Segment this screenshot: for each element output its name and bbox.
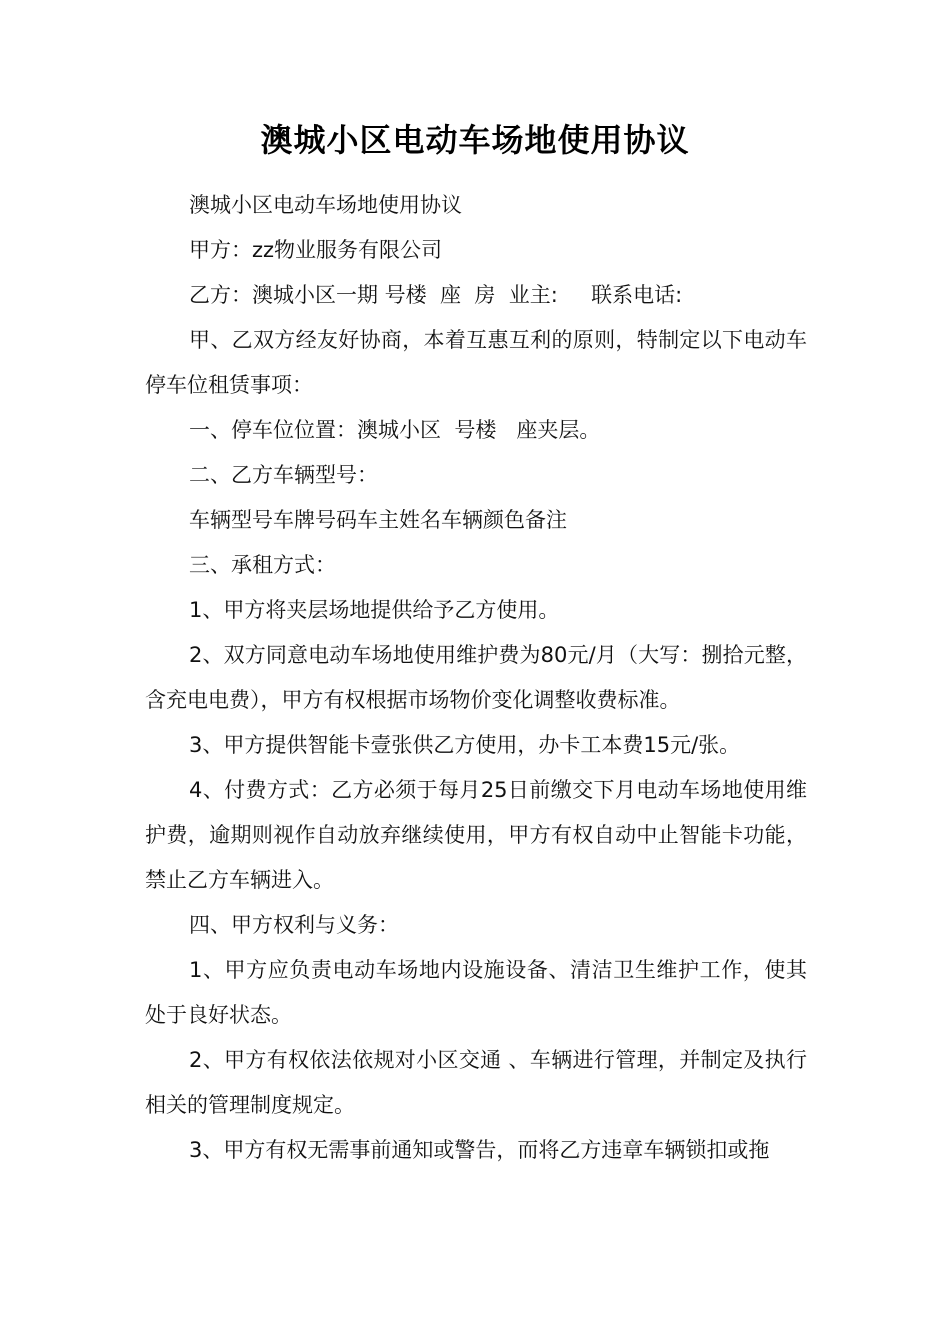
paragraph: 甲、乙双方经友好协商，本着互惠互利的原则，特制定以下电动车停车位租赁事项： xyxy=(145,328,807,397)
party-b-line: 乙方：澳城小区一期 号楼 座 房 业主: 联系电话: xyxy=(189,283,683,307)
section-heading: 四、甲方权利与义务： xyxy=(189,913,399,937)
list-item: 4、付费方式：乙方必须于每月25日前缴交下月电动车场地使用维护费，逾期则视作自动放弃继续使用，甲方有权自动中止智能卡功能，禁止乙方车辆进入。 xyxy=(145,778,807,892)
section-heading: 二、乙方车辆型号： xyxy=(189,463,378,487)
document-title: 澳城小区电动车场地使用协议 xyxy=(260,121,690,159)
document-body xyxy=(145,183,807,1173)
section-heading: 一、停车位位置：澳城小区 号楼 座夹层。 xyxy=(189,418,601,442)
paragraph: 澳城小区电动车场地使用协议 xyxy=(189,193,462,217)
list-item: 3、甲方有权无需事前通知或警告，而将乙方违章车辆锁扣或拖 xyxy=(189,1138,770,1162)
list-item: 2、双方同意电动车场地使用维护费为80元/月（大写：捌拾元整，含充电电费），甲方有权根据市场物价变化调整收费标准。 xyxy=(145,643,807,712)
list-item: 1、甲方应负责电动车场地内设施设备、清洁卫生维护工作，使其处于良好状态。 xyxy=(145,958,807,1027)
section-heading: 三、承租方式： xyxy=(189,553,336,577)
party-a-line: 甲方：zz物业服务有限公司 xyxy=(189,238,443,262)
list-item: 3、甲方提供智能卡壹张供乙方使用，办卡工本费15元/张。 xyxy=(189,733,741,757)
paragraph: 车辆型号车牌号码车主姓名车辆颜色备注 xyxy=(189,508,567,532)
list-item: 1、甲方将夹层场地提供给予乙方使用。 xyxy=(189,598,560,622)
list-item: 2、甲方有权依法依规对小区交通 、车辆进行管理，并制定及执行相关的管理制度规定。 xyxy=(145,1048,807,1117)
